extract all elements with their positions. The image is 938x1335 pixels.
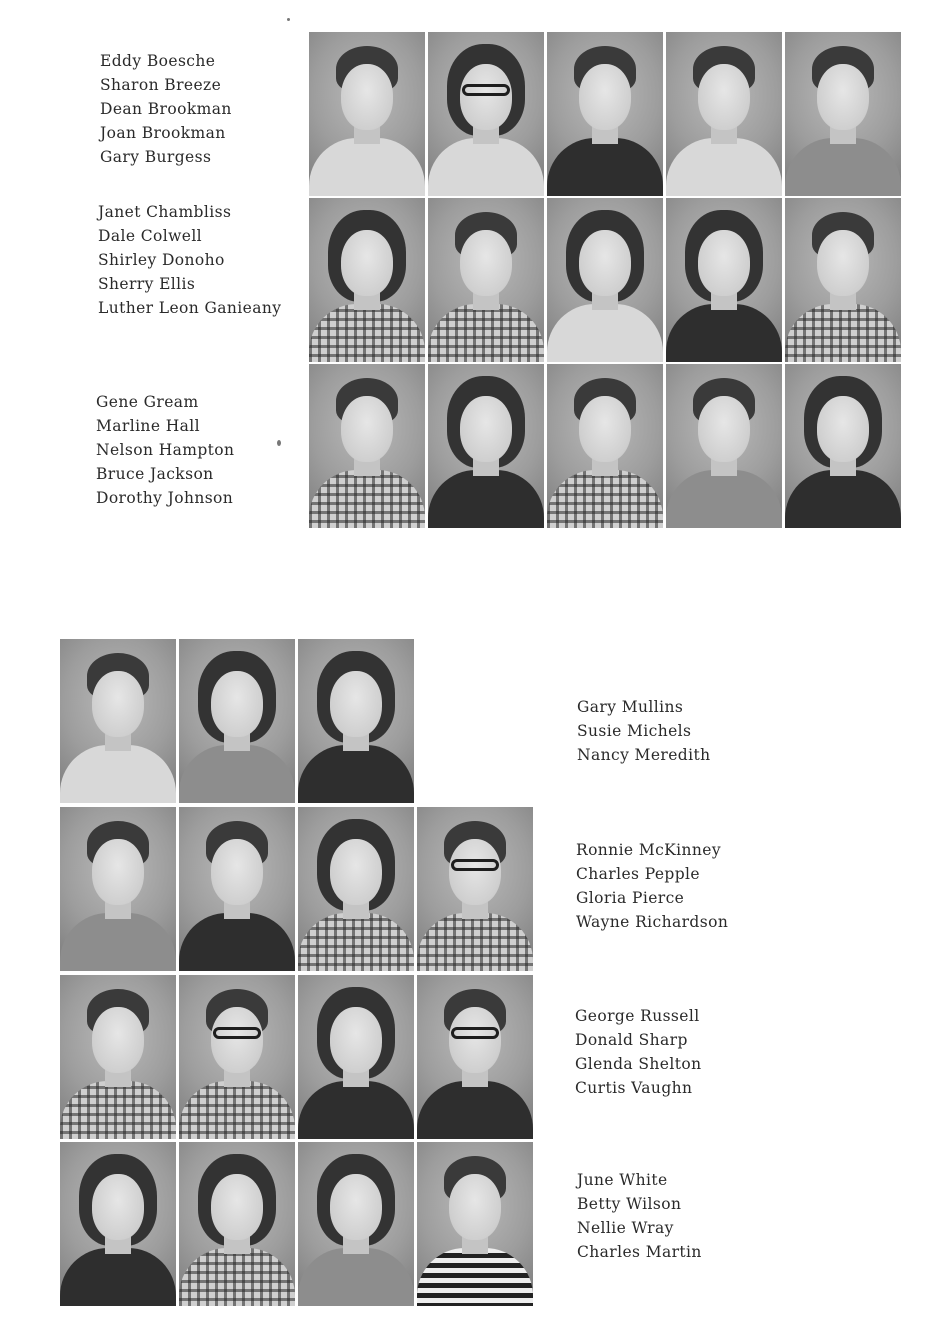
- student-portrait: [60, 975, 176, 1139]
- student-name: Wayne Richardson: [576, 913, 729, 931]
- student-name: Nancy Meredith: [577, 746, 711, 764]
- student-name: Joan Brookman: [100, 124, 226, 142]
- student-portrait: [428, 32, 544, 196]
- student-name: Ronnie McKinney: [576, 841, 722, 859]
- student-portrait: [428, 364, 544, 528]
- student-portrait: [666, 198, 782, 362]
- student-portrait: [309, 32, 425, 196]
- student-portrait: [179, 975, 295, 1139]
- name-list-group-6: [575, 1004, 701, 1100]
- student-portrait: [60, 639, 176, 803]
- student-name: Dorothy Johnson: [96, 489, 234, 507]
- student-name: Gene Gream: [96, 393, 199, 411]
- student-name: Dale Colwell: [98, 227, 203, 245]
- student-portrait: [785, 198, 901, 362]
- student-portrait: [785, 364, 901, 528]
- student-portrait: [547, 198, 663, 362]
- student-name: Marline Hall: [96, 417, 200, 435]
- student-portrait: [547, 32, 663, 196]
- student-portrait: [417, 807, 533, 971]
- student-portrait: [298, 975, 414, 1139]
- student-name: George Russell: [575, 1007, 700, 1025]
- name-list-group-3: [96, 390, 234, 510]
- student-portrait: [428, 198, 544, 362]
- student-name: Dean Brookman: [100, 100, 232, 118]
- student-name: Charles Pepple: [576, 865, 700, 883]
- student-name: Janet Chambliss: [98, 203, 232, 221]
- student-portrait: [60, 1142, 176, 1306]
- photo-row-4: [60, 639, 414, 803]
- student-name: Curtis Vaughn: [575, 1079, 693, 1097]
- student-name: Susie Michels: [577, 722, 692, 740]
- student-name: Nellie Wray: [577, 1219, 674, 1237]
- student-name: Nelson Hampton: [96, 441, 235, 459]
- photo-row-3: [309, 364, 901, 528]
- student-portrait: [309, 198, 425, 362]
- name-list-group-1: [100, 49, 232, 169]
- student-portrait: [179, 639, 295, 803]
- name-list-group-7: [577, 1168, 702, 1264]
- student-portrait: [417, 1142, 533, 1306]
- student-portrait: [309, 364, 425, 528]
- student-name: Gary Mullins: [577, 698, 684, 716]
- student-portrait: [547, 364, 663, 528]
- photo-row-6: [60, 975, 533, 1139]
- student-name: Eddy Boesche: [100, 52, 216, 70]
- student-name: Sherry Ellis: [98, 275, 196, 293]
- photo-row-5: [60, 807, 533, 971]
- student-name: June White: [577, 1171, 668, 1189]
- student-portrait: [60, 807, 176, 971]
- student-name: Gloria Pierce: [576, 889, 685, 907]
- student-name: Gary Burgess: [100, 148, 212, 166]
- student-name: Sharon Breeze: [100, 76, 222, 94]
- name-list-group-4: [577, 695, 710, 767]
- student-name: Luther Leon Ganieany: [98, 299, 282, 317]
- student-portrait: [179, 1142, 295, 1306]
- student-portrait: [666, 364, 782, 528]
- photo-row-7: [60, 1142, 533, 1306]
- student-portrait: [298, 639, 414, 803]
- student-name: Donald Sharp: [575, 1031, 688, 1049]
- photo-row-1: [309, 32, 901, 196]
- student-name: Bruce Jackson: [96, 465, 214, 483]
- name-list-group-2: [98, 200, 281, 320]
- page-speck: [287, 18, 290, 21]
- student-portrait: [298, 1142, 414, 1306]
- page-speck: [277, 440, 281, 446]
- student-name: Shirley Donoho: [98, 251, 225, 269]
- student-portrait: [666, 32, 782, 196]
- student-portrait: [298, 807, 414, 971]
- student-portrait: [179, 807, 295, 971]
- student-name: Betty Wilson: [577, 1195, 682, 1213]
- student-portrait: [785, 32, 901, 196]
- student-name: Glenda Shelton: [575, 1055, 702, 1073]
- student-name: Charles Martin: [577, 1243, 702, 1261]
- name-list-group-5: [576, 838, 728, 934]
- photo-row-2: [309, 198, 901, 362]
- student-portrait: [417, 975, 533, 1139]
